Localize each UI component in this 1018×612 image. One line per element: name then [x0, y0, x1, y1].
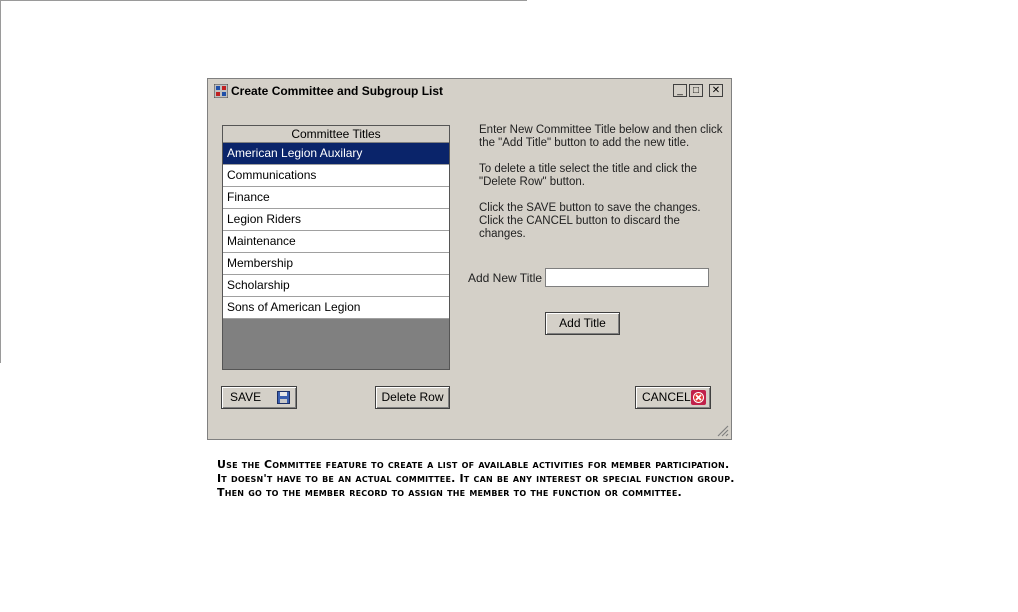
list-item[interactable]: Legion Riders [223, 209, 449, 231]
minimize-button[interactable]: _ [673, 84, 687, 97]
instruction-add: Enter New Committee Title below and then click the "Add Title" button to add the new title. [479, 124, 723, 149]
save-button[interactable] [221, 386, 297, 409]
cancel-button-label: CANCEL [642, 390, 691, 404]
instruction-cancel: Click the CANCEL button to discard the changes. [479, 215, 680, 240]
floppy-disk-icon [277, 391, 290, 404]
maximize-button[interactable]: □ [689, 84, 703, 97]
list-item[interactable]: American Legion Auxilary [223, 143, 449, 165]
add-new-title-label: Add New Title [468, 271, 543, 285]
title-bar[interactable] [210, 81, 729, 101]
list-item[interactable]: Finance [223, 187, 449, 209]
resize-grip-icon[interactable] [717, 425, 729, 437]
instruction-delete: To delete a title select the title and click the "Delete Row" button. [479, 163, 697, 188]
app-icon [214, 84, 228, 98]
list-column-header[interactable]: Committee Titles [223, 126, 449, 143]
add-title-button[interactable]: Add Title [545, 312, 620, 335]
cancel-x-icon [691, 390, 706, 405]
list-item[interactable]: Communications [223, 165, 449, 187]
delete-row-button[interactable]: Delete Row [375, 386, 450, 409]
close-button[interactable]: ✕ [709, 84, 723, 97]
left-border-line [0, 0, 1, 363]
add-new-title-input[interactable] [545, 268, 709, 287]
cancel-button[interactable] [635, 386, 711, 409]
window-title: Create Committee and Subgroup List [231, 84, 444, 98]
feature-description-note: Use the Committee feature to create a list of available activities for member participation. It doesn't have to be an actual committee. It can be any interest or special function group. Then go to the member record to assign the member to the function or committee. [217, 458, 735, 499]
list-item[interactable]: Membership [223, 253, 449, 275]
list-item[interactable]: Maintenance [223, 231, 449, 253]
committee-titles-list[interactable] [222, 125, 450, 370]
save-button-label: SAVE [230, 390, 262, 404]
top-border-line [0, 0, 527, 1]
dialog-window [207, 78, 732, 440]
list-item[interactable]: Scholarship [223, 275, 449, 297]
instruction-save: Click the SAVE button to save the changes. [479, 202, 701, 214]
list-item[interactable]: Sons of American Legion [223, 297, 449, 319]
